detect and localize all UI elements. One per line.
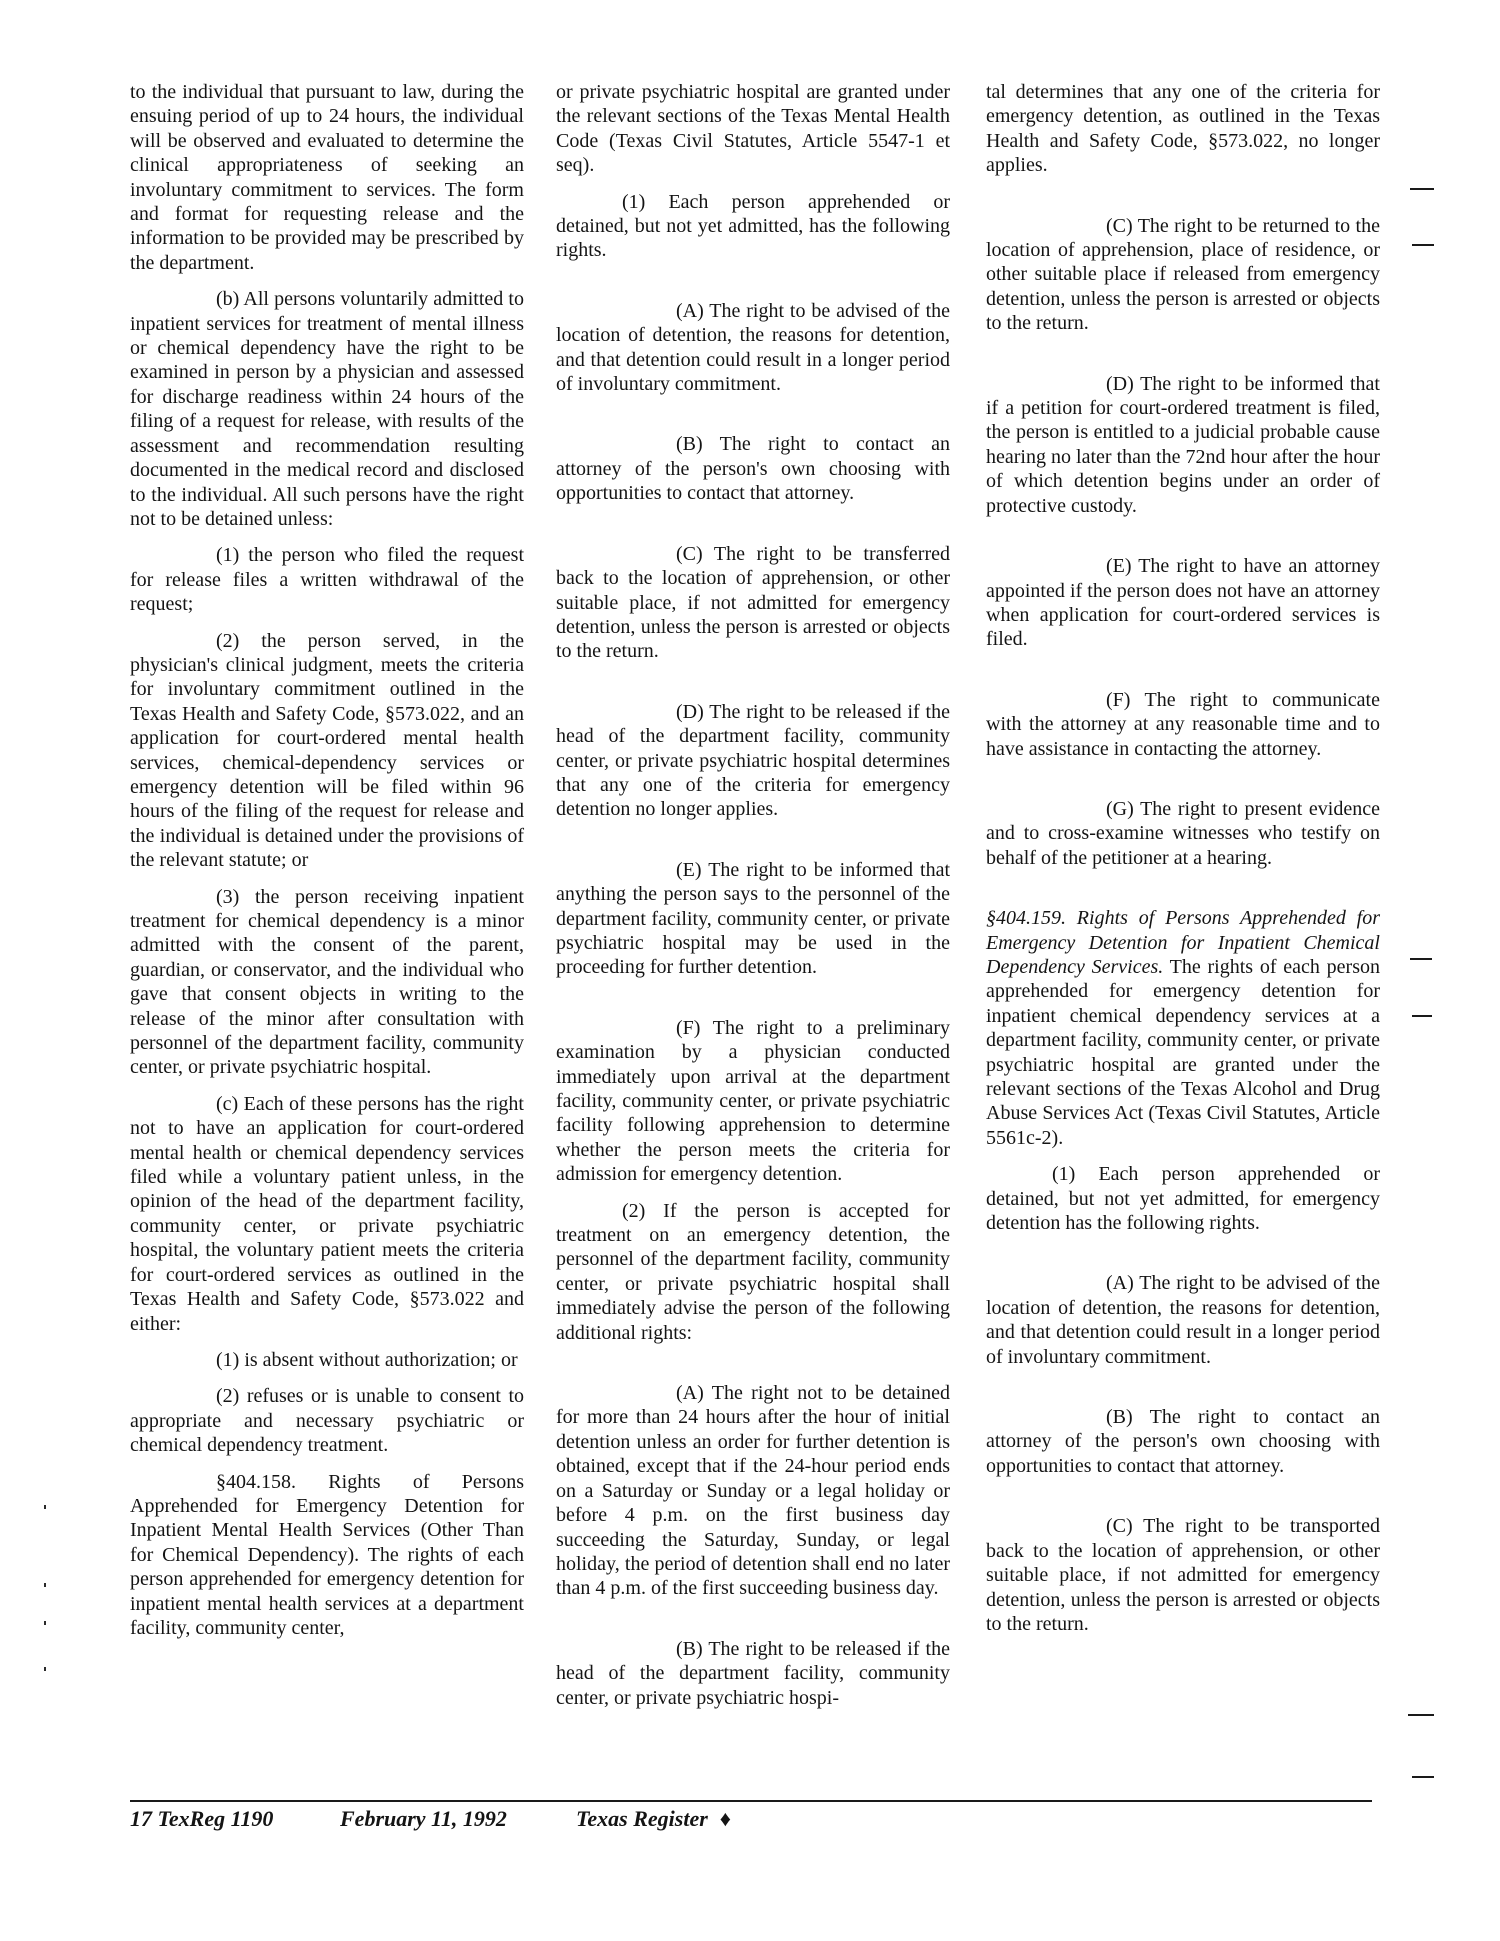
margin-dot — [44, 1667, 46, 1671]
paragraph-continuation: or private psychiatric hospital are granted under the relevant sections of the Texas Mental Health Code (Texas Civil Statutes, Article 5547-1 et seq). — [556, 81, 950, 177]
paragraph-159-1-C: (C) The right to be transported back to the location of apprehension, or other suitable place, if not admitted for emergency detention, unless the person is arrested or objects to the return. — [986, 1515, 1380, 1635]
paragraph-1-A: (A) The right to be advised of the location of detention, the reasons for detention, and that detention could result in a longer period of involuntary commitment. — [556, 299, 950, 396]
paragraph-2-G: (G) The right to present evidence and to cross-examine witnesses who testify on behalf of the petitioner at a hearing. — [986, 797, 1380, 869]
paragraph-159-1-B: (B) The right to contact an attorney of the person's own choosing with opportunities to contact that attorney. — [986, 1406, 1380, 1477]
margin-mark — [1412, 244, 1434, 246]
left-column — [130, 80, 524, 1652]
footer-publication: Texas Register — [576, 1806, 708, 1831]
section-404-158: §404.158. Rights of Persons Apprehended for Emergency Detention for Inpatient Mental Health Services (Other Than for Chemical Dependency). The rights of each person apprehended for emergency detention for inpatient mental health services at a department facility, community center, — [130, 1470, 524, 1639]
paragraph-159-1-A: (A) The right to be advised of the location of detention, the reasons for detention, and that detention could result in a longer period of involuntary commitment. — [986, 1272, 1380, 1368]
margin-mark — [1410, 188, 1434, 190]
paragraph-1-F: (F) The right to a preliminary examination by a physician conducted immediately upon arrival at the department facility, community center, or private psychiatric facility following apprehension to determine whether the person meets the criteria for admission for emergency detention. — [556, 1016, 950, 1186]
margin-dot — [44, 1621, 46, 1625]
paragraph-1-E: (E) The right to be informed that anything the person says to the personnel of the department facility, community center, or private psychiatric hospital may be used in the proceeding for further detention. — [556, 858, 950, 979]
paragraph-2-D: (D) The right to be informed that if a petition for court-ordered treatment is filed, the person is entitled to a judicial probable cause hearing no later than the 72nd hour after the hour of which detention begins under an order of protective custody. — [986, 372, 1380, 517]
margin-mark — [1412, 1015, 1432, 1017]
section-404-159-heading: §404.159. Rights of Persons Apprehended for Emergency Detention for Inpatient Chemical Dependency Services. — [986, 907, 1380, 978]
paragraph-b-3: (3) the person receiving inpatient treatment for chemical dependency is a minor admitted with the consent of the parent, guardian, or conservator, and the individual who gave that consent objects in writing to the release of the minor after consultation with personnel of the department facility, community center, or private psychiatric hospital. — [130, 885, 524, 1079]
footer-issue: 17 TexReg 1190 — [130, 1806, 274, 1831]
margin-mark — [1408, 1714, 1434, 1716]
paragraph-1: (1) Each person apprehended or detained, but not yet admitted, has the following rights. — [556, 190, 950, 262]
paragraph-c-1: (1) is absent without authorization; or — [216, 1348, 518, 1371]
margin-mark — [1412, 1776, 1434, 1778]
right-column — [986, 80, 1380, 1648]
paragraph-1-B: (B) The right to contact an attorney of the person's own choosing with opportunities to contact that attorney. — [556, 433, 950, 505]
page-footer — [130, 1806, 731, 1832]
footer-date: February 11, 1992 — [340, 1806, 507, 1831]
footer-diamond-icon: ♦ — [719, 1806, 732, 1831]
paragraph-continuation: to the individual that pursuant to law, during the ensuing period of up to 24 hours, the individual will be observed and evaluated to determine the clinical appropriateness of seeking an involuntary commitment to services. The form and format for requesting release and the information to be provided may be prescribed by the department. — [130, 81, 524, 274]
margin-mark — [1410, 958, 1432, 960]
paragraph-2-B: (B) The right to be released if the head of the department facility, community center, or private psychiatric hospi- — [556, 1637, 950, 1709]
paragraph-c-2: (2) refuses or is unable to consent to appropriate and necessary psychiatric or chemical dependency treatment. — [130, 1385, 524, 1457]
paragraph-b: (b) All persons voluntarily admitted to inpatient services for treatment of mental illness or chemical dependency have the right to be examined in person by a physician and assessed for discharge readiness within 24 hours of the filing of a request for release, with results of the assessment and recommendation resulting documented in the medical record and disclosed to the individual. All such persons have the right not to be detained unless: — [130, 288, 524, 530]
paragraph-2-A: (A) The right not to be detained for more than 24 hours after the hour of initial detention unless an order for further detention is obtained, except that if the 24-hour period ends on a Saturday or Sunday or a legal holiday or before 4 p.m. on the first business day succeeding the Saturday, Sunday, or legal holiday, the period of detention shall end no later than 4 p.m. of the first succeeding business day. — [556, 1382, 950, 1600]
paragraph-2-F: (F) The right to communicate with the attorney at any reasonable time and to have assistance in contacting the attorney. — [986, 688, 1380, 760]
margin-dot — [44, 1505, 46, 1509]
section-404-159-body: The rights of each person apprehended for emergency detention for inpatient chemical dependency services at a department facility, community center, or private psychiatric hospital are granted under the relevant sections of the Texas Alcohol and Drug Abuse Services Act (Texas Civil Statutes, Article 5561c-2). — [986, 955, 1381, 1149]
paragraph-b-1: (1) the person who filed the request for release files a written withdrawal of the request; — [130, 544, 524, 616]
paragraph-2: (2) If the person is accepted for treatment on an emergency detention, the personnel of the department facility, community center, or private psychiatric hospital shall immediately advise the person of the following additional rights: — [556, 1199, 950, 1344]
paragraph-2-E: (E) The right to have an attorney appointed if the person does not have an attorney when application for court-ordered services is filed. — [986, 555, 1380, 651]
paragraph-1-D: (D) The right to be released if the head of the department facility, community center, or private psychiatric hospital determines that any one of the criteria for emergency detention no longer applies. — [556, 700, 950, 821]
paragraph-159-1: (1) Each person apprehended or detained, but not yet admitted, for emergency detention has the following rights. — [986, 1163, 1380, 1235]
margin-dot — [44, 1583, 46, 1587]
middle-column — [556, 80, 950, 1722]
paragraph-continuation: tal determines that any one of the criteria for emergency detention, as outlined in the Texas Health and Safety Code, §573.022, no longer applies. — [986, 81, 1380, 177]
paragraph-1-C: (C) The right to be transferred back to the location of apprehension, or other suitable place, if not admitted for emergency detention, unless the person is arrested or objects to the return. — [556, 542, 950, 663]
paragraph-b-2: (2) the person served, in the physician's clinical judgment, meets the criteria for involuntary commitment outlined in the Texas Health and Safety Code, §573.022, and an application for court-ordered mental health services, chemical-dependency services or emergency detention will be filed within 96 hours of the filing of the request for release and the individual is detained under the provisions of the relevant statute; or — [130, 629, 524, 872]
section-404-159 — [986, 906, 1380, 1150]
paragraph-c: (c) Each of these persons has the right not to have an application for court-ordered mental health or chemical dependency services filed while a voluntary patient unless, in the opinion of the head of the department facility, community center, or private psychiatric hospital, the voluntary patient meets the criteria for court-ordered services as outlined in the Texas Health and Safety Code, §573.022 and either: — [130, 1092, 524, 1335]
paragraph-2-C: (C) The right to be returned to the location of apprehension, place of residence, or other suitable place if released from emergency detention, unless the person is arrested or objects to the return. — [986, 214, 1380, 335]
footer-rule — [130, 1800, 1372, 1802]
